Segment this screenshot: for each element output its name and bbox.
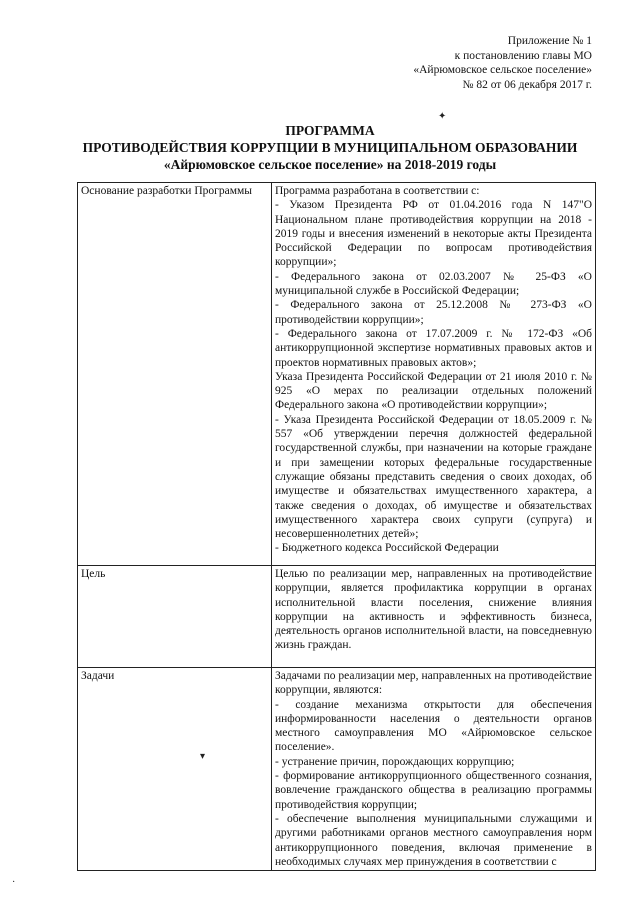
list-item: - Федерального закона от 17.07.2009 г. № 172-ФЗ «Об антикоррупционной экспертизе нормативных правовых актов и проектов нормативных правовых актов»;	[275, 327, 592, 369]
title-line: ПРОГРАММА	[285, 123, 375, 138]
row-label: Задачи	[78, 668, 272, 871]
scan-dot: ·	[12, 877, 16, 888]
list-item: - устранение причин, порождающих коррупцию;	[275, 755, 515, 768]
list-item: - обеспечение выполнения муниципальными служащими и другими работниками органов местного самоуправления норм антикоррупционного поведения, включая применение в необходимых случаях мер принуждения в соответствии с	[275, 812, 592, 868]
list-item: - Федерального закона от 25.12.2008 № 273-ФЗ «О противодействии коррупции»;	[275, 299, 592, 326]
tasks-intro: Задачами по реализации мер, направленных на противодействие коррупции, являются:	[275, 670, 592, 697]
document-title	[70, 122, 590, 173]
title-line: ПРОТИВОДЕЙСТВИЯ КОРРУПЦИИ В МУНИЦИПАЛЬНОМ ОБРАЗОВАНИИ	[82, 140, 578, 155]
row-content	[272, 183, 596, 566]
list-item: Указа Президента Российской Федерации от 21 июля 2010 г. № 925 «О мерах по реализации отдельных положений Федерального закона «О противодействии коррупции»;	[275, 370, 592, 412]
scan-mark: ▾	[200, 751, 206, 762]
row-label: Основание разработки Программы	[78, 183, 272, 566]
appendix-line: к постановлению главы МО	[454, 49, 592, 62]
row-label: Цель	[78, 566, 272, 668]
basis-intro: Программа разработана в соответствии с:	[275, 185, 480, 197]
row-content	[272, 668, 596, 871]
list-item: - Указом Президента РФ от 01.04.2016 года N 147"О Национальном плане противодействия коррупции на 2018 - 2019 годы и внесения изменений в некоторые акты Президента Российской Федерации по вопросам противодействия коррупции»;	[275, 199, 592, 269]
list-item: - Бюджетного кодекса Российской Федерации	[275, 542, 499, 555]
list-item: - Указа Президента Российской Федерации от 18.05.2009 г. № 557 «Об утверждении перечня должностей федеральной государственной службы, при назначении на которые граждане и при замещении которых федеральные государственные служащие обязаны представить сведения о своих доходах, об имуществе и обязательствах имущественного характера, а также сведения о доходах, об имуществе и обязательствах имущественного характера своих супруги (супруга) и несовершеннолетних детей»;	[275, 413, 592, 541]
appendix-line: «Айрюмовское сельское поселение»	[413, 64, 592, 76]
table-row	[78, 668, 596, 871]
table-row	[78, 183, 596, 566]
scan-mark: ✦	[438, 111, 447, 122]
goal-text: Целью по реализации мер, направленных на противодействие коррупции, является профилактика коррупции в органах исполнительной власти поселения, снижение влияния коррупции на активность и эффективность бизнеса, деятельность органов исполнительной власти, на повседневную жизнь граждан.	[275, 568, 592, 652]
appendix-line: № 82 от 06 декабря 2017 г.	[462, 78, 592, 91]
list-item: - формирование антикоррупционного общественного сознания, вовлечение гражданского общества в реализацию программы противодействия коррупции;	[275, 770, 592, 811]
program-table	[77, 182, 596, 871]
list-item: - Федерального закона от 02.03.2007 № 25-ФЗ «О муниципальной службе в Российской Федерации;	[275, 270, 592, 298]
table-row	[78, 566, 596, 668]
appendix-line: Приложение № 1	[507, 35, 592, 47]
list-item: - создание механизма открытости для обеспечения информированности населения о деятельности органов местного самоуправления МО «Айрюмовское сельское поселение».	[275, 698, 592, 754]
title-line: «Айрюмовское сельское поселение» на 2018-2019 годы	[163, 157, 497, 172]
row-content	[272, 566, 596, 668]
appendix-header	[332, 34, 592, 92]
